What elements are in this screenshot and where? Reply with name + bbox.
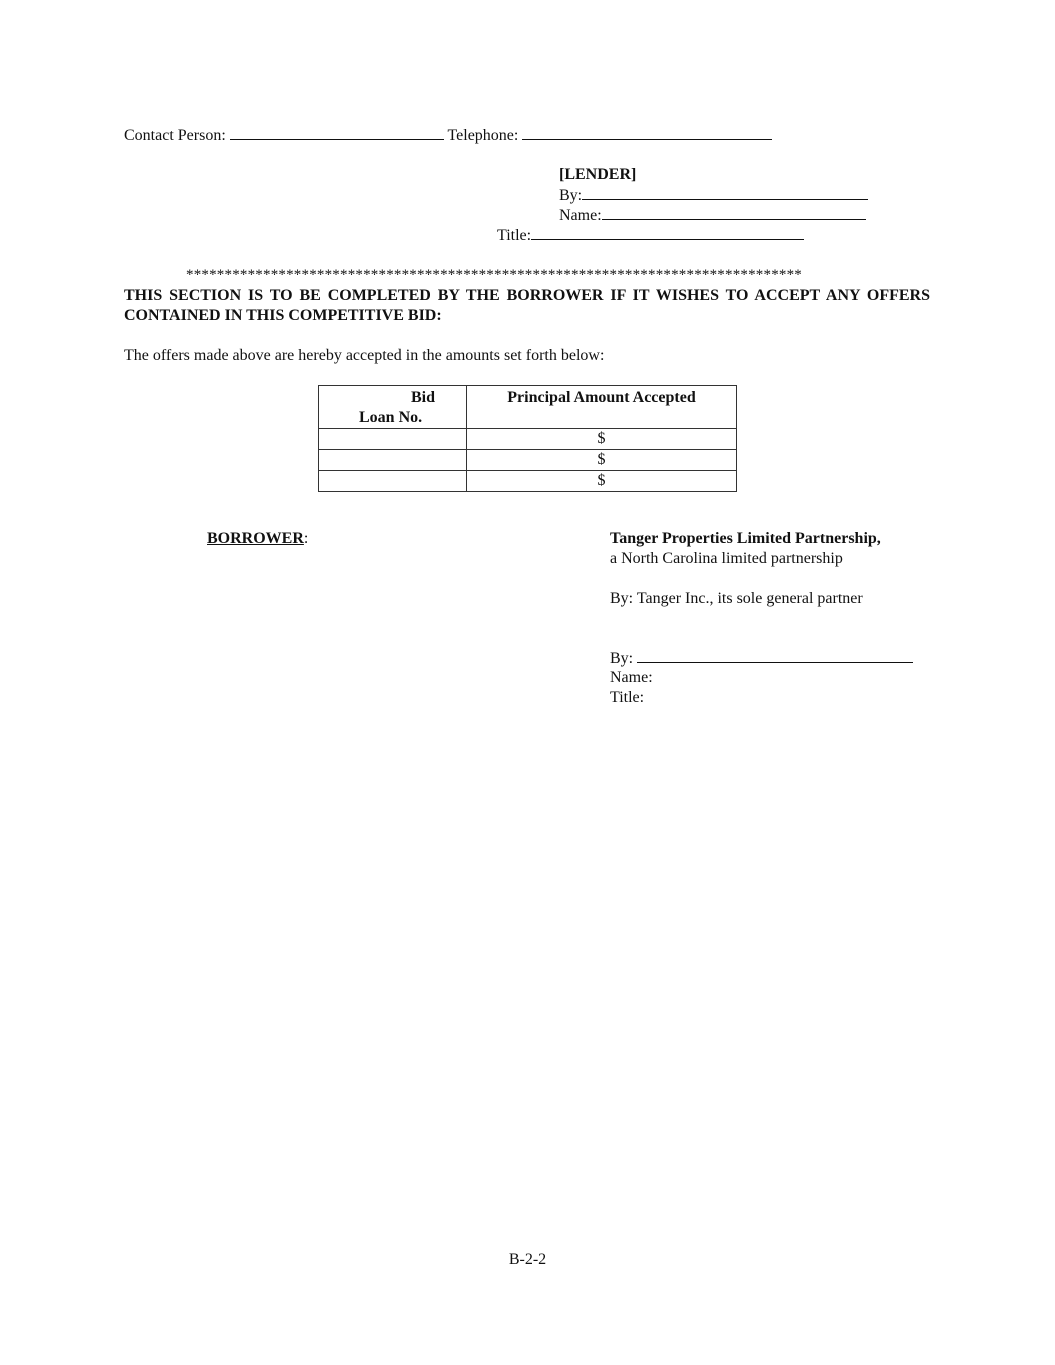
lender-by-field[interactable] <box>582 185 868 200</box>
borrower-name-label: Name: <box>610 669 653 686</box>
borrower-colon: : <box>303 530 309 547</box>
bid-loan-no-cell[interactable] <box>319 471 467 492</box>
table-row <box>319 471 737 492</box>
lender-title-field[interactable] <box>531 225 804 240</box>
amount-cell[interactable]: $ <box>467 450 737 471</box>
telephone-label: Telephone: <box>447 127 519 144</box>
separator-stars: ******************************************************************************** <box>186 267 802 283</box>
contact-person-label: Contact Person: <box>124 127 226 144</box>
lender-title-label: Title: <box>497 227 532 244</box>
bid-loan-no-header <box>319 386 467 429</box>
amount-cell[interactable]: $ <box>467 429 737 450</box>
borrower-general-partner: By: Tanger Inc., its sole general partner <box>610 590 863 607</box>
lender-name-line <box>559 205 866 226</box>
borrower-label: BORROWER <box>207 530 304 547</box>
acceptance-intro: The offers made above are hereby accepted in the amounts set forth below: <box>124 347 605 364</box>
borrower-label-line <box>207 529 308 549</box>
lender-by-label: By: <box>559 187 583 204</box>
bid-loan-no-cell[interactable] <box>319 450 467 471</box>
bid-loan-no-header-line1: Bid <box>411 389 436 406</box>
accepted-bids-table <box>318 385 737 492</box>
telephone-field[interactable] <box>522 125 772 140</box>
borrower-by-line <box>610 648 913 669</box>
borrower-title-label: Title: <box>610 689 645 706</box>
lender-by-line <box>559 185 868 206</box>
borrower-section-heading: THIS SECTION IS TO BE COMPLETED BY THE BORROWER IF IT WISHES TO ACCEPT ANY OFFERS CONTAINED IN THIS COMPETITIVE BID: <box>124 287 930 324</box>
borrower-entity-desc: a North Carolina limited partnership <box>610 550 843 567</box>
lender-title-line <box>497 225 804 246</box>
borrower-entity: Tanger Properties Limited Partnership, <box>610 530 881 547</box>
contact-person-field[interactable] <box>230 125 444 140</box>
table-header-row <box>319 386 737 429</box>
principal-amount-header: Principal Amount Accepted <box>467 386 737 429</box>
borrower-by-field[interactable] <box>637 648 913 663</box>
page-number: B-2-2 <box>508 1251 547 1268</box>
bid-loan-no-cell[interactable] <box>319 429 467 450</box>
borrower-by-label: By: <box>610 650 634 667</box>
table-row <box>319 429 737 450</box>
amount-cell[interactable]: $ <box>467 471 737 492</box>
contact-line <box>124 125 772 146</box>
lender-name-field[interactable] <box>602 205 866 220</box>
table-row <box>319 450 737 471</box>
bid-loan-no-header-line2: Loan No. <box>359 409 423 426</box>
lender-title: [LENDER] <box>559 166 637 183</box>
lender-name-label: Name: <box>559 207 602 224</box>
